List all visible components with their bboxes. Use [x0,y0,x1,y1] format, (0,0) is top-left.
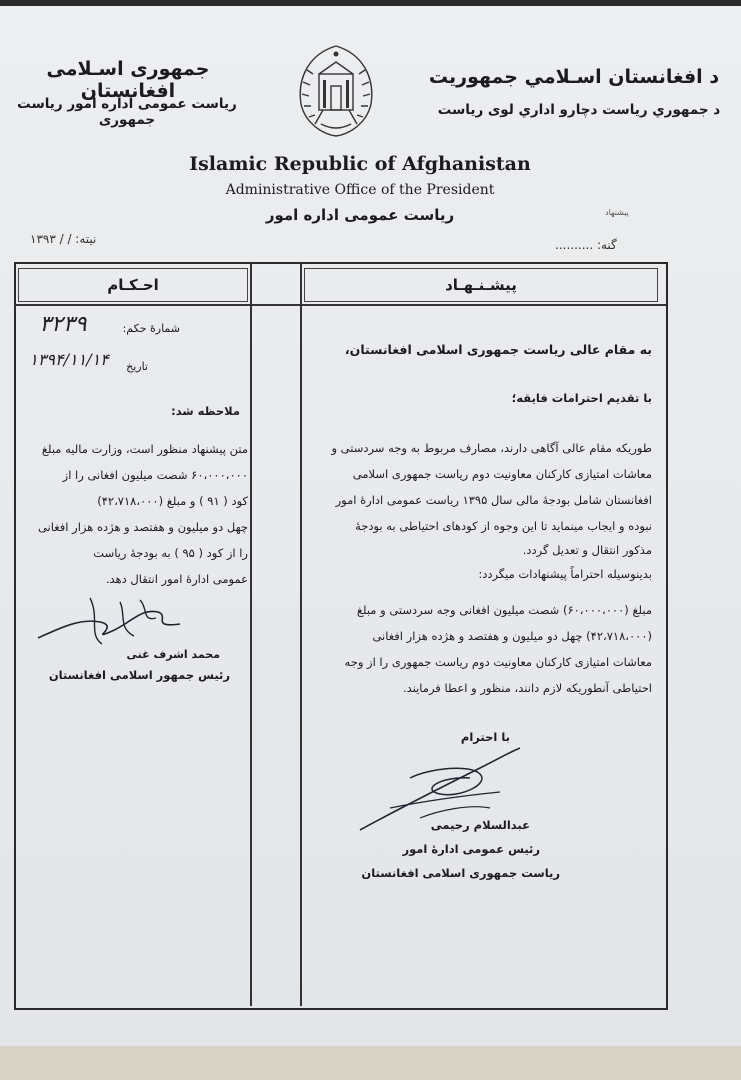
letterhead-left-subtitle: ریاست عمومی اداره امور ریاست جمهوری [17,96,237,128]
proposal-text-line: معاشات امتیازی کارکنان معاونیت دوم ریاست جمهوری اسلامی [352,467,652,481]
order-text-line: عمومی ادارهٔ امور انتقال دهد. [105,572,248,586]
small-label: پیشنهاد [605,208,629,217]
order-text-line: متن پیشنهاد منظور است، وزارت مالیه مبلغ [41,442,248,456]
proposal-text-line: احتیاطی آنطوریکه لازم دانند، منظور و اعطا فرمایند. [402,681,652,695]
national-emblem-icon [287,40,385,140]
order-text-line: ۶۰،۰۰۰،۰۰۰ شصت میلیون افغانی را از [62,468,248,482]
director-office: ریاست جمهوری اسلامی افغانستان [361,866,560,880]
greeting-line: با تقدیم احترامات فایقه؛ [511,391,652,405]
proposal-text-line: مذکور انتقال و تعدیل گردد. [522,543,652,557]
english-subtitle: Administrative Office of the President [225,182,495,198]
president-name: محمد اشرف غنی [126,648,220,661]
orders-header: احـکـام [18,268,248,302]
letterhead-left-title: جمهوری اسـلامی افغانستان [46,58,210,102]
number-field: گنه: .......... [555,238,617,252]
table-header-row [14,266,666,306]
english-title: Islamic Republic of Afghanistan [189,153,531,175]
order-number-handwritten: ۳۲۳۹ [39,312,87,337]
order-date-label: تاریخ [126,360,148,373]
letterhead-right-subtitle: د جمهوري رياست دچارو اداري لوی رياست [437,102,721,118]
order-text-line: را از کود ( ۹۵ ) به بودجهٔ ریاست [93,546,248,560]
column-divider [250,262,252,1006]
proposal-text-line: معاشات امتیازی کارکنان معاونیت دوم ریاست جمهوری را از وجه [344,655,652,669]
president-title: رئیس جمهور اسلامی افغانستان [48,668,230,682]
closing-line: با احترام [460,730,510,744]
proposal-header: پیشـنـهـاد [304,268,658,302]
column-divider [300,262,302,1006]
addressee-line: به مقام عالی ریاست جمهوری اسلامی افغانستان، [344,342,652,357]
proposal-text-line: طوریکه مقام عالی آگاهی دارند، مصارف مربوط به وجه سردستی و [331,441,652,455]
office-name: ریاست عمومی اداره امور [265,206,455,224]
order-date-handwritten: ۱۳۹۴/۱۱/۱۴ [29,350,109,369]
director-name: عبدالسلام رحیمی [430,818,530,832]
proposal-text-line: مبلغ (۶۰،۰۰۰،۰۰۰) شصت میلیون افغانی وجه سردستی و مبلغ [356,603,652,617]
proposal-text-line: نبوده و ایجاب مینماید تا این وجوه از کودهای احتیاطی به بودجهٔ [355,519,652,533]
proposal-intro-line: بدینوسیله احتراماً پیشنهادات میگردد: [478,567,652,581]
date-field: نیته: / / ۱۳۹۳ [30,232,97,246]
order-text-line: چهل دو میلیون و هفتصد و هژده هزار افغانی [37,520,248,534]
letterhead-right-title: د افغانستان اسـلامي جمهوريت [428,66,720,88]
president-signature [30,588,190,652]
proposal-text-line: (۴۲،۷۱۸،۰۰۰) چهل دو میلیون و هفتصد و هژده هزار افغانی [372,629,652,643]
background-surface [0,1046,741,1080]
order-number-label: شمارهٔ حکم: [122,322,180,335]
proposal-text-line: افغانستان شامل بودجهٔ مالی سال ۱۳۹۵ ریاست عمومی ادارهٔ امور [335,493,652,507]
director-title: رئیس عمومی ادارهٔ امور [402,842,540,856]
noted-label: ملاحظه شد: [171,404,240,418]
order-text-line: کود ( ۹۱ ) و مبلغ (۴۲،۷۱۸،۰۰۰) [97,494,248,508]
